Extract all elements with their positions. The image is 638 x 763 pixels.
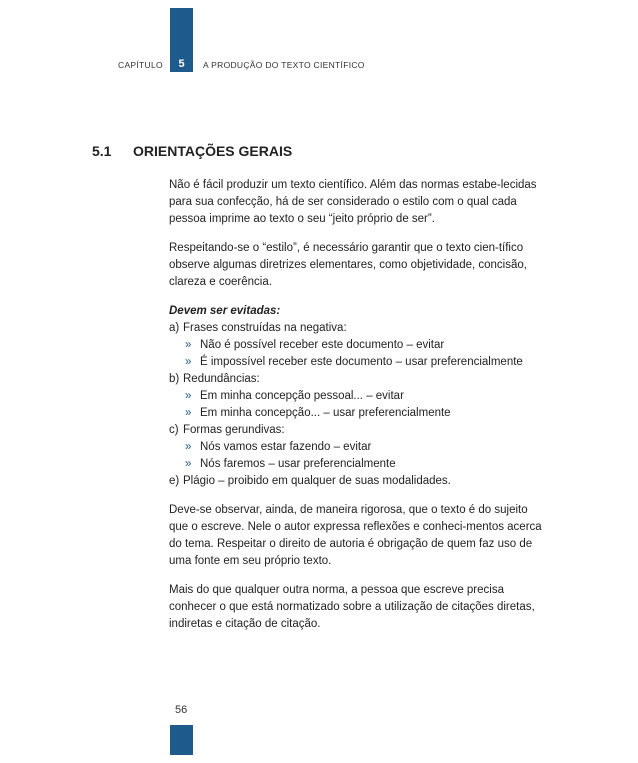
page-number: 56: [175, 704, 188, 716]
chapter-number: 5: [178, 58, 185, 70]
list-item-letter: c): [169, 424, 179, 436]
sub-list-item-text: É impossível receber este documento – usar preferencialmente: [200, 356, 523, 368]
sub-list-item: [185, 337, 547, 354]
sub-list: [169, 439, 547, 473]
sub-list: [169, 388, 547, 422]
list-item: [169, 422, 547, 473]
list-item: [169, 473, 547, 490]
bullet-icon: »: [185, 441, 192, 453]
sub-list-item: [185, 456, 547, 473]
sub-list-item-text: Não é possível receber este documento – evitar: [200, 339, 445, 351]
sub-list-item-text: Em minha concepção... – usar preferencialmente: [200, 407, 451, 419]
avoid-heading: Devem ser evitadas:: [169, 305, 281, 317]
bullet-icon: »: [185, 458, 192, 470]
list-item-text: Plágio – proibido em qualquer de suas modalidades.: [183, 475, 451, 487]
sub-list-item-text: Em minha concepção pessoal... – evitar: [200, 390, 404, 402]
bullet-icon: »: [185, 356, 192, 368]
sub-list-item: [185, 439, 547, 456]
list-item: [169, 320, 547, 371]
sub-list: [169, 337, 547, 371]
bullet-icon: »: [185, 407, 192, 419]
bullet-icon: »: [185, 390, 192, 402]
sub-list-item-text: Nós vamos estar fazendo – evitar: [200, 441, 372, 453]
list-item-letter: b): [169, 373, 180, 385]
chapter-tab-bottom: [170, 725, 193, 755]
list-item-letter: a): [169, 322, 180, 334]
section-title: ORIENTAÇÕES GERAIS: [133, 143, 293, 159]
bullet-icon: »: [185, 339, 192, 351]
sub-list-item-text: Nós faremos – usar preferencialmente: [200, 458, 396, 470]
avoid-list: [169, 320, 547, 490]
paragraph-1: Não é fácil produzir um texto científico. Além das normas estabe-lecidas para sua confecção, há de ser considerado o estilo com o qual cada pessoa imprime ao texto o seu “jeito próprio de ser”.: [169, 179, 537, 225]
chapter-title: A PRODUÇÃO DO TEXTO CIENTÍFICO: [203, 60, 365, 70]
main-content: [169, 177, 547, 645]
list-item: [169, 371, 547, 422]
list-item-text: Formas gerundivas:: [183, 424, 285, 436]
chapter-label: CAPÍTULO: [118, 60, 163, 70]
sub-list-item: [185, 388, 547, 405]
sub-list-item: [185, 405, 547, 422]
paragraph-2: Respeitando-se o “estilo”, é necessário garantir que o texto cien-tífico observe algumas diretrizes elementares, como objetividade, concisão, clareza e coerência.: [169, 242, 527, 288]
sub-list-item: [185, 354, 547, 371]
list-item-text: Redundâncias:: [183, 373, 260, 385]
section-number: 5.1: [92, 143, 112, 159]
paragraph-4: Mais do que qualquer outra norma, a pessoa que escreve precisa conhecer o que está normatizado sobre a utilização de citações diretas, indiretas e citação de citação.: [169, 584, 535, 630]
list-item-text: Frases construídas na negativa:: [183, 322, 347, 334]
paragraph-3: Deve-se observar, ainda, de maneira rigorosa, que o texto é do sujeito que o escreve. Nele o autor expressa reflexões e conheci-mentos acerca do tema. Respeitar o direito de autoria é obrigação de quem faz uso de uma fonte em seu próprio texto.: [169, 504, 542, 567]
list-item-letter: e): [169, 475, 180, 487]
